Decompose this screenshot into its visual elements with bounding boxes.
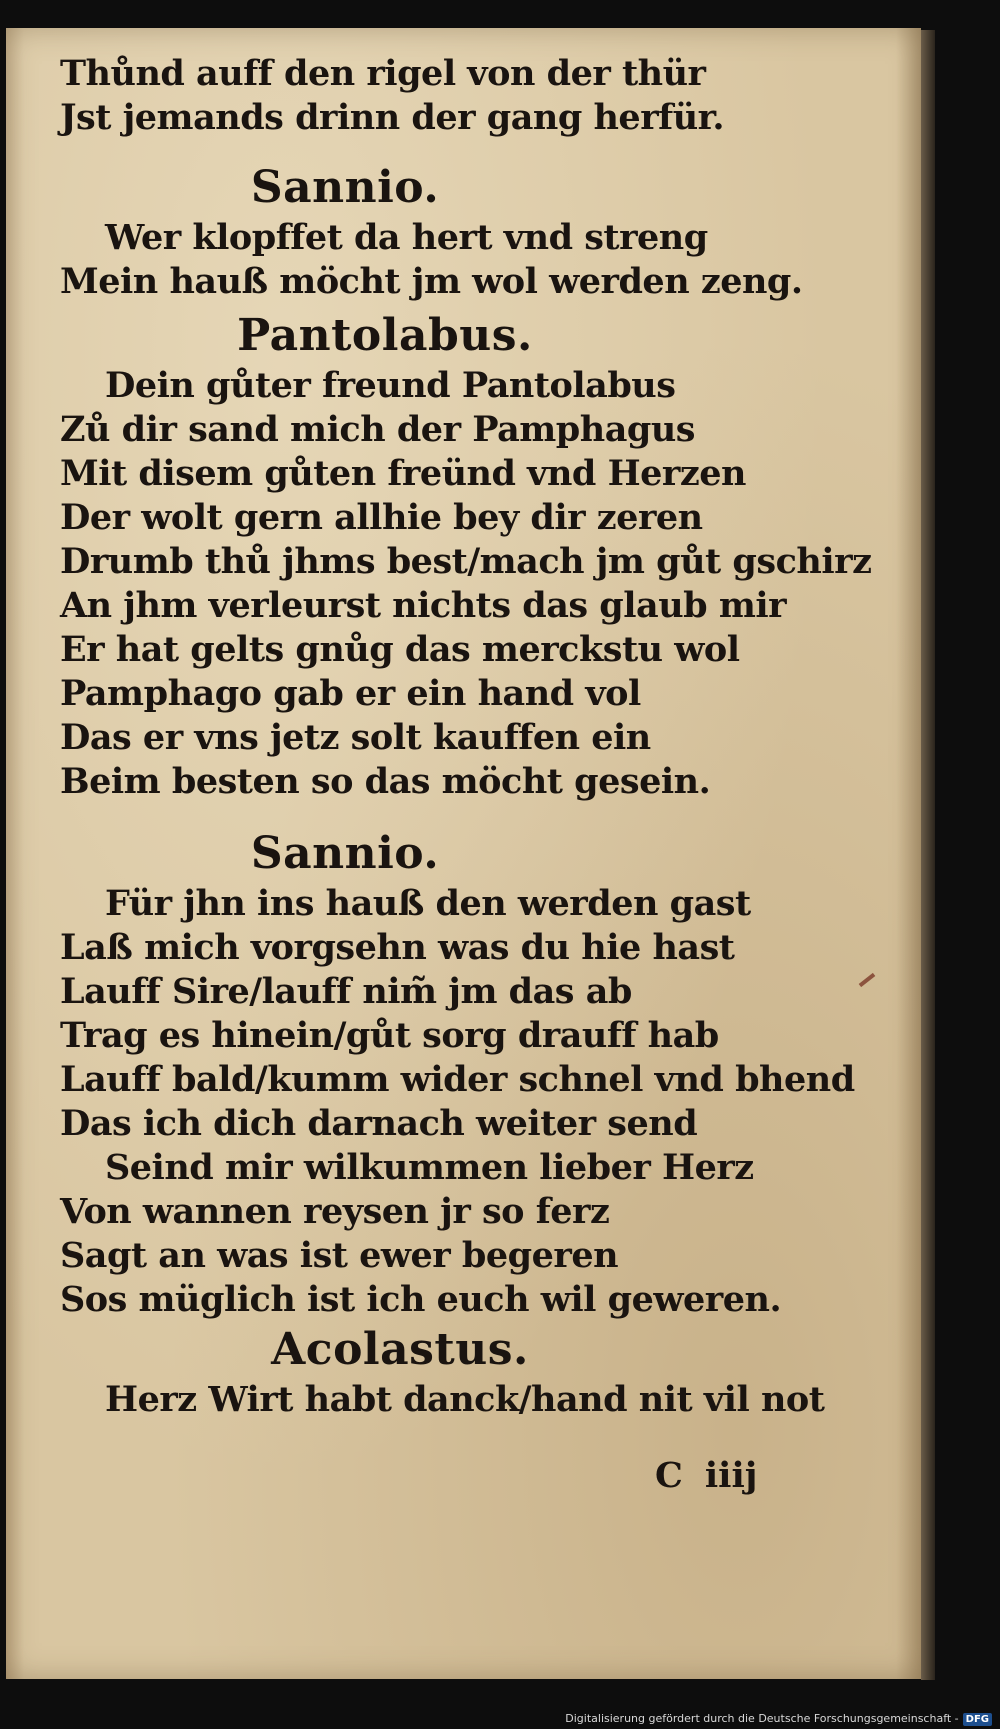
text-line: Lauff Sire/lauff nim̃ jm das ab bbox=[60, 971, 632, 1012]
text-line: Trag es hinein/gůt sorg drauff hab bbox=[60, 1015, 719, 1056]
speaker-heading: Acolastus. bbox=[271, 1324, 529, 1375]
page-text bbox=[60, 52, 872, 1422]
text-line: Mein hauß möcht jm wol werden zeng. bbox=[60, 261, 803, 302]
text-line: Drumb thů jhms best/mach jm gůt gschirz bbox=[60, 541, 872, 582]
text-line: Jst jemands drinn der gang herfür. bbox=[60, 97, 725, 138]
text-line: Das er vns jetz solt kauffen ein bbox=[60, 717, 651, 758]
page-edge-shadow bbox=[921, 30, 935, 1680]
text-line: Der wolt gern allhie bey dir zeren bbox=[60, 497, 703, 538]
speaker-heading: Sannio. bbox=[250, 828, 440, 879]
text-line: Sagt an was ist ewer begeren bbox=[60, 1235, 619, 1276]
signature-letter: C bbox=[655, 1455, 683, 1496]
signature-mark bbox=[655, 1455, 757, 1496]
text-line: Er hat gelts gnůg das merckstu wol bbox=[60, 629, 740, 670]
text-line: Laß mich vorgsehn was du hie hast bbox=[60, 927, 735, 968]
text-line: Wer klopffet da hert vnd streng bbox=[105, 217, 708, 258]
text-line: An jhm verleurst nichts das glaub mir bbox=[60, 585, 787, 626]
text-line: Von wannen reysen jr so ferz bbox=[60, 1191, 610, 1232]
signature-number: iiij bbox=[704, 1455, 758, 1496]
text-line: Thůnd auff den rigel von der thür bbox=[60, 53, 706, 94]
text-line: Seind mir wilkummen lieber Herz bbox=[105, 1147, 754, 1188]
text-line: Das ich dich darnach weiter send bbox=[60, 1103, 698, 1144]
text-line: Sos müglich ist ich euch wil geweren. bbox=[60, 1279, 782, 1320]
text-line: Dein gůter freund Pantolabus bbox=[105, 365, 676, 406]
text-line: Lauff bald/kumm wider schnel vnd bhend bbox=[60, 1059, 855, 1100]
digitization-credit bbox=[565, 1712, 992, 1726]
credit-text: Digitalisierung gefördert durch die Deutsche Forschungsgemeinschaft - bbox=[565, 1712, 959, 1725]
text-line: Pamphago gab er ein hand vol bbox=[60, 673, 641, 714]
speaker-heading: Sannio. bbox=[250, 162, 440, 213]
text-line: Herz Wirt habt danck/hand nit vil not bbox=[105, 1379, 825, 1420]
text-line: Zů dir sand mich der Pamphagus bbox=[60, 409, 696, 450]
text-line: Beim besten so das möcht gesein. bbox=[60, 761, 711, 802]
text-line: Mit disem gůten freünd vnd Herzen bbox=[60, 453, 746, 494]
speaker-heading: Pantolabus. bbox=[237, 310, 533, 361]
text-line: Für jhn ins hauß den werden gast bbox=[105, 883, 751, 924]
dfg-logo: DFG bbox=[963, 1713, 992, 1726]
